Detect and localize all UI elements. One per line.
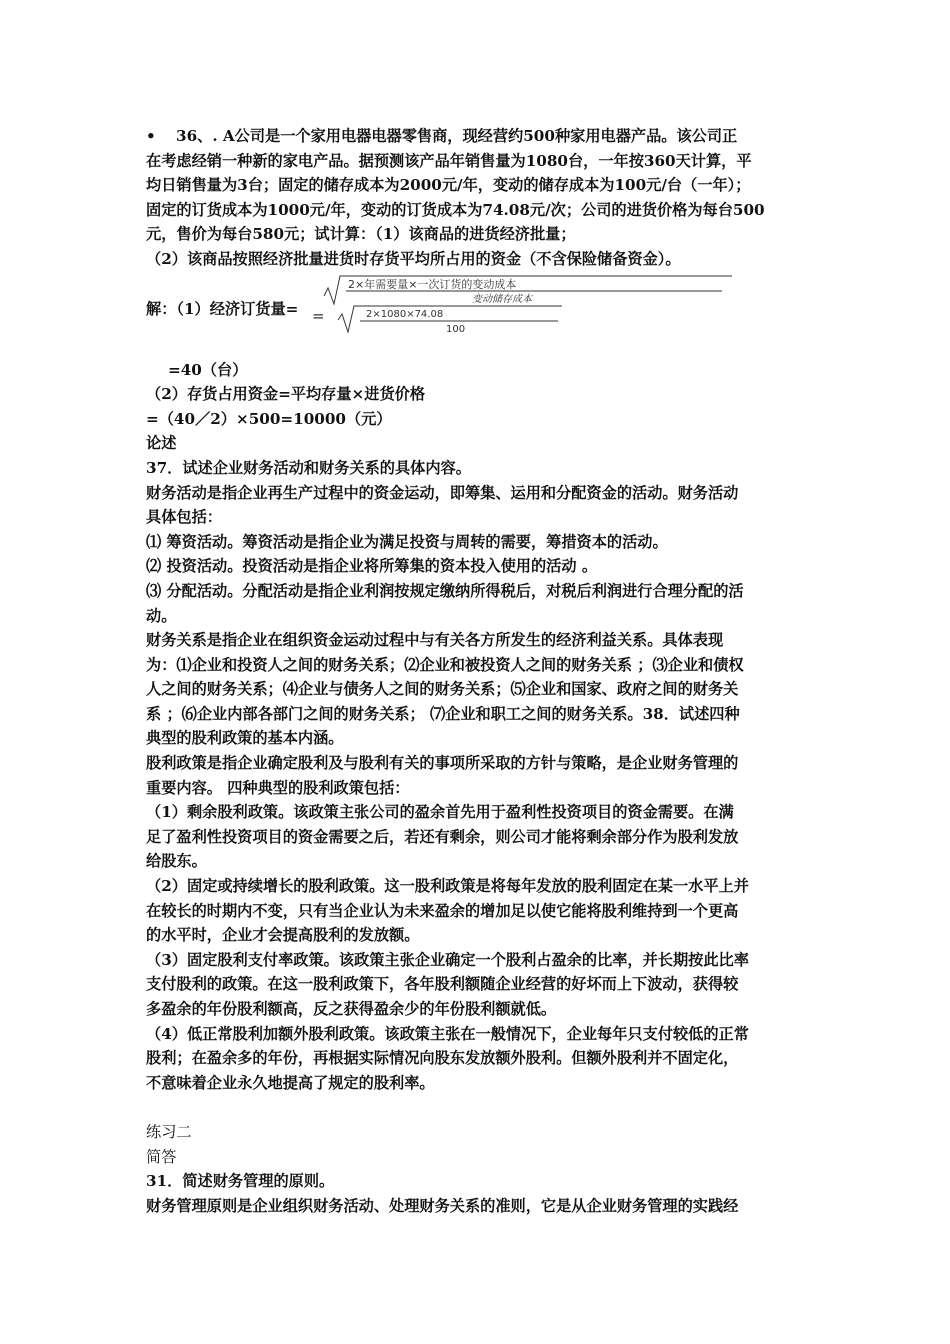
paragraph-line: 不意味着企业永久地提高了规定的股利率。 xyxy=(146,1073,435,1092)
paragraph-line: 为：⑴企业和投资人之间的财务关系；⑵企业和被投资人之间的财务关系 ；⑶企业和债权 xyxy=(146,655,744,674)
formula-denominator: 100 xyxy=(446,323,466,335)
q36-line-2: 在考虑经销一种新的家电产品。据预测该产品年销售量为1080台，一年按360天计算，平 xyxy=(146,151,752,170)
paragraph-line: 足了盈利性投资项目的资金需要之后，若还有剩余，则公司才能将剩余部分作为股利发放 xyxy=(146,827,739,846)
paragraph-line: 动。 xyxy=(146,606,177,625)
result: =40（台） xyxy=(168,360,248,379)
q36-line-6: （2）该商品按照经济批量进货时存货平均所占用的资金（不含保险储备资金）。 xyxy=(146,249,681,268)
paragraph-line: 系 ；⑹企业内部各部门之间的财务关系； ⑺企业和职工之间的财务关系。38．试述四种 xyxy=(146,704,740,723)
paragraph-line: 多盈余的年份股利额高，反之获得盈余少的年份股利额就低。 xyxy=(146,1000,557,1018)
formula-top-denominator: 变动储存成本 xyxy=(472,293,532,305)
paragraph-line: 重要内容。 四种典型的股利政策包括： xyxy=(146,778,410,797)
q36-line-3: 均日销售量为3台；固定的储存成本为2000元/年，变动的储存成本为100元/台（一年）； xyxy=(146,176,751,195)
paragraph-line: 财务关系是指企业在组织资金运动过程中与有关各方所发生的经济利益关系。具体表现 xyxy=(146,631,724,650)
q36-line-4: 固定的订货成本为1000元/年，变动的订货成本为74.08元/次；公司的进货价格为每台500 xyxy=(146,200,765,219)
paragraph-line: 的水平时，企业才会提高股利的发放额。 xyxy=(146,926,420,945)
paragraph-line: 给股东。 xyxy=(146,852,207,871)
paragraph-line: （3）固定股利支付率政策。该政策主张企业确定一个股利占盈余的比率，并长期按此比率 xyxy=(146,950,749,969)
q31-title: 31．简述财务管理的原则。 xyxy=(146,1172,335,1191)
essay-heading: 论述 xyxy=(146,434,177,453)
q36-line-5: 元，售价为每台580元；试计算：（1）该商品的进货经济批量； xyxy=(146,225,576,244)
step2-calc: =（40／2）×500=10000（元） xyxy=(146,409,392,428)
paragraph-line: （2）固定或持续增长的股利政策。这一股利政策是将每年发放的股利固定在某一水平上并 xyxy=(146,877,749,896)
formula-top-numerator: 2×年需要量×一次订货的变动成本 xyxy=(348,277,517,291)
paragraph-line: ⑵ 投资活动。投资活动是指企业将所筹集的资本投入使用的活动 。 xyxy=(146,557,598,576)
spacer xyxy=(146,1095,814,1120)
document-page xyxy=(146,124,814,1218)
paragraph-line: 财务活动是指企业再生产过程中的资金运动，即筹集、运用和分配资金的活动。财务活动 xyxy=(146,483,739,502)
paragraph-line: 股利；在盈余多的年份，再根据实际情况向股东发放额外股利。但额外股利并不固定化， xyxy=(146,1049,739,1068)
paragraph-line: （1）剩余股利政策。该政策主张公司的盈余首先用于盈利性投资项目的资金需要。在满 xyxy=(146,803,734,822)
exercise2-heading: 练习二 xyxy=(146,1122,192,1141)
formula-equals: = xyxy=(312,306,325,325)
q37-title: 37．试述企业财务活动和财务关系的具体内容。 xyxy=(146,458,471,477)
formula-numerator: 2×1080×74.08 xyxy=(366,308,444,320)
formula-image xyxy=(312,274,732,336)
paragraph-line: ⑶ 分配活动。分配活动是指企业利润按规定缴纳所得税后，对税后利润进行合理分配的活 xyxy=(146,581,744,600)
paragraph-line: （4）低正常股利加额外股利政策。该政策主张在一般情况下，企业每年只支付较低的正常 xyxy=(146,1024,749,1043)
eoq-formula xyxy=(146,278,814,342)
paragraph-line: 支付股利的政策。在这一股利政策下，各年股利额随企业经营的好坏而上下波动，获得较 xyxy=(146,975,739,994)
bullet: • xyxy=(146,127,156,145)
paragraph-line: 股利政策是指企业确定股利及与股利有关的事项所采取的方针与策略，是企业财务管理的 xyxy=(146,754,739,773)
paragraph-line: 具体包括： xyxy=(146,508,222,527)
paragraph-line: 在较长的时期内不变，只有当企业认为未来盈余的增加足以使它能将股利维持到一个更高 xyxy=(146,901,739,920)
paragraph-line: ⑴ 筹资活动。筹资活动是指企业为满足投资与周转的需要，筹措资本的活动。 xyxy=(146,532,668,551)
exercise2-sub: 简答 xyxy=(146,1147,177,1166)
q36-line-1: • 36、. A公司是一个家用电器电器零售商，现经营约500种家用电器产品。该公司正 xyxy=(146,124,814,149)
solution-label: 解：（1）经济订货量= xyxy=(146,299,299,318)
q31-line: 财务管理原则是企业组织财务活动、处理财务关系的准则，它是从企业财务管理的实践经 xyxy=(146,1196,739,1215)
paragraph-line: 典型的股利政策的基本内涵。 xyxy=(146,729,344,748)
step2: （2）存货占用资金=平均存量×进货价格 xyxy=(146,385,426,404)
paragraph-line: 人之间的财务关系；⑷企业与债务人之间的财务关系；⑸企业和国家、政府之间的财务关 xyxy=(146,680,739,699)
